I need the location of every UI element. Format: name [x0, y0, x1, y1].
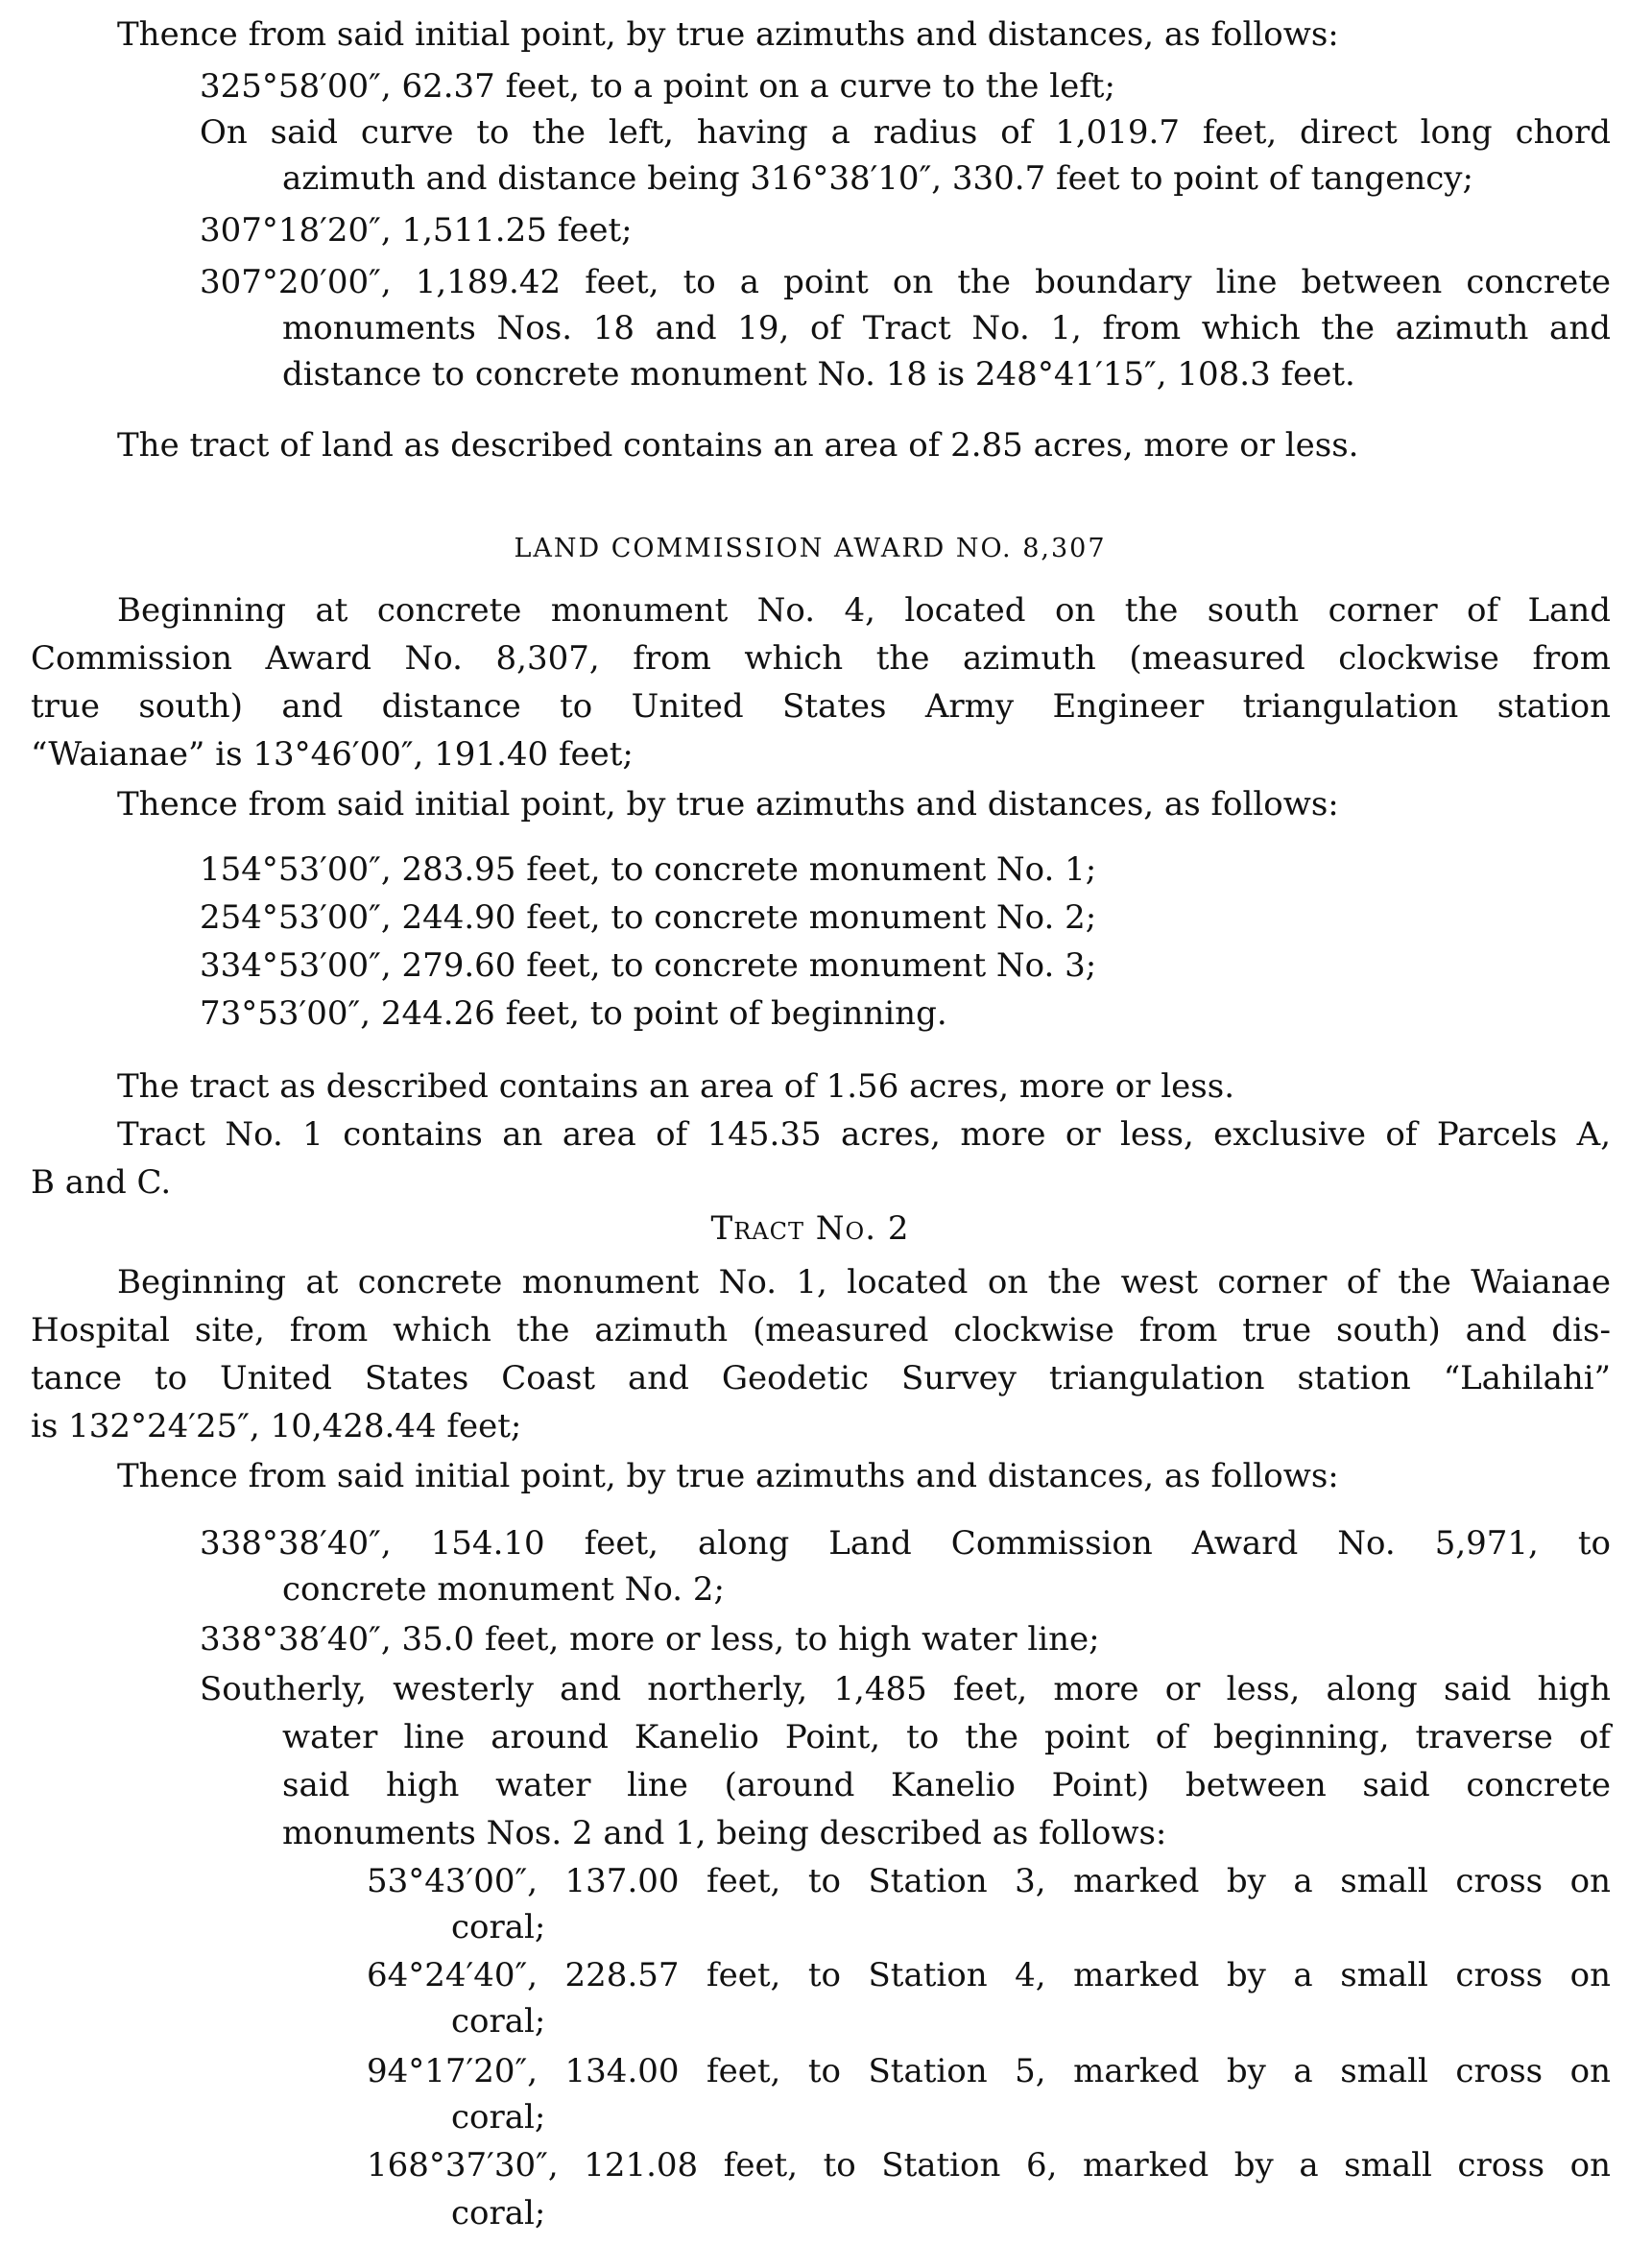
thence-intro-line: Thence from said initial point, by true azimuths and distances, as follows: — [117, 1457, 1339, 1495]
course-line: 338°38′40″, 154.10 feet, along Land Commission Award No. 5,971, to — [200, 1524, 1611, 1563]
course-line-continued: azimuth and distance being 316°38′10″, 330.7 feet to point of tangency; — [282, 159, 1473, 198]
beginning-paragraph-line: is 132°24′25″, 10,428.44 feet; — [31, 1407, 522, 1445]
beginning-paragraph-line: Beginning at concrete monument No. 4, located on the south corner of Land — [117, 591, 1611, 630]
tract-total-statement: Tract No. 1 contains an area of 145.35 acres, more or less, exclusive of Parcels A, — [117, 1115, 1611, 1154]
course-line: 325°58′00″, 62.37 feet, to a point on a curve to the left; — [200, 67, 1115, 106]
traverse-station-line: 94°17′20″, 134.00 feet, to Station 5, marked by a small cross on — [367, 2052, 1611, 2090]
tract-total-statement-continued: B and C. — [31, 1163, 172, 1202]
course-line-continued: concrete monument No. 2; — [282, 1570, 725, 1609]
thence-intro-line: Thence from said initial point, by true azimuths and distances, as follows: — [117, 785, 1339, 824]
traverse-station-line-continued: coral; — [451, 2194, 546, 2232]
course-line: 338°38′40″, 35.0 feet, more or less, to high water line; — [200, 1620, 1100, 1659]
course-line-continued: monuments Nos. 18 and 19, of Tract No. 1, from which the azimuth and — [282, 309, 1611, 347]
area-statement: The tract of land as described contains an area of 2.85 acres, more or less. — [117, 426, 1359, 465]
beginning-paragraph-line: Hospital site, from which the azimuth (measured clockwise from true south) and dis- — [31, 1311, 1611, 1349]
area-statement: The tract as described contains an area of 1.56 acres, more or less. — [117, 1067, 1235, 1106]
traverse-station-line: 64°24′40″, 228.57 feet, to Station 4, marked by a small cross on — [367, 1956, 1611, 1994]
traverse-station-line-continued: coral; — [451, 2002, 546, 2041]
course-line: 254°53′00″, 244.90 feet, to concrete monument No. 2; — [200, 898, 1097, 937]
beginning-paragraph-line: Commission Award No. 8,307, from which the azimuth (measured clockwise from — [31, 639, 1611, 678]
course-line: On said curve to the left, having a radius of 1,019.7 feet, direct long chord — [200, 113, 1611, 152]
course-line-continued: said high water line (around Kanelio Point) between said concrete — [282, 1766, 1611, 1804]
traverse-station-line: 168°37′30″, 121.08 feet, to Station 6, marked by a small cross on — [367, 2146, 1611, 2184]
beginning-paragraph-line: tance to United States Coast and Geodetic Survey triangulation station “Lahilahi” — [31, 1359, 1611, 1397]
course-line: 307°20′00″, 1,189.42 feet, to a point on the boundary line between concrete — [200, 263, 1611, 301]
course-line: Southerly, westerly and northerly, 1,485 feet, more or less, along said high — [200, 1670, 1611, 1708]
course-line: 154°53′00″, 283.95 feet, to concrete monument No. 1; — [200, 850, 1097, 889]
beginning-paragraph-line: Beginning at concrete monument No. 1, located on the west corner of the Waianae — [117, 1263, 1611, 1301]
course-line-continued: distance to concrete monument No. 18 is 248°41′15″, 108.3 feet. — [282, 355, 1355, 394]
course-line: 334°53′00″, 279.60 feet, to concrete monument No. 3; — [200, 946, 1097, 985]
section-heading: LAND COMMISSION AWARD NO. 8,307 — [514, 534, 1107, 563]
traverse-station-line-continued: coral; — [451, 1908, 546, 1946]
tract-heading: Tract No. 2 — [710, 1209, 910, 1248]
traverse-station-line-continued: coral; — [451, 2098, 546, 2137]
course-line: 73°53′00″, 244.26 feet, to point of beginning. — [200, 994, 947, 1033]
course-line-continued: water line around Kanelio Point, to the point of beginning, traverse of — [282, 1718, 1611, 1756]
thence-intro-line: Thence from said initial point, by true azimuths and distances, as follows: — [117, 15, 1339, 54]
course-line: 307°18′20″, 1,511.25 feet; — [200, 211, 633, 250]
course-line-continued: monuments Nos. 2 and 1, being described as follows: — [282, 1814, 1167, 1852]
beginning-paragraph-line: “Waianae” is 13°46′00″, 191.40 feet; — [31, 735, 634, 774]
traverse-station-line: 53°43′00″, 137.00 feet, to Station 3, marked by a small cross on — [367, 1862, 1611, 1900]
beginning-paragraph-line: true south) and distance to United States Army Engineer triangulation station — [31, 687, 1611, 726]
